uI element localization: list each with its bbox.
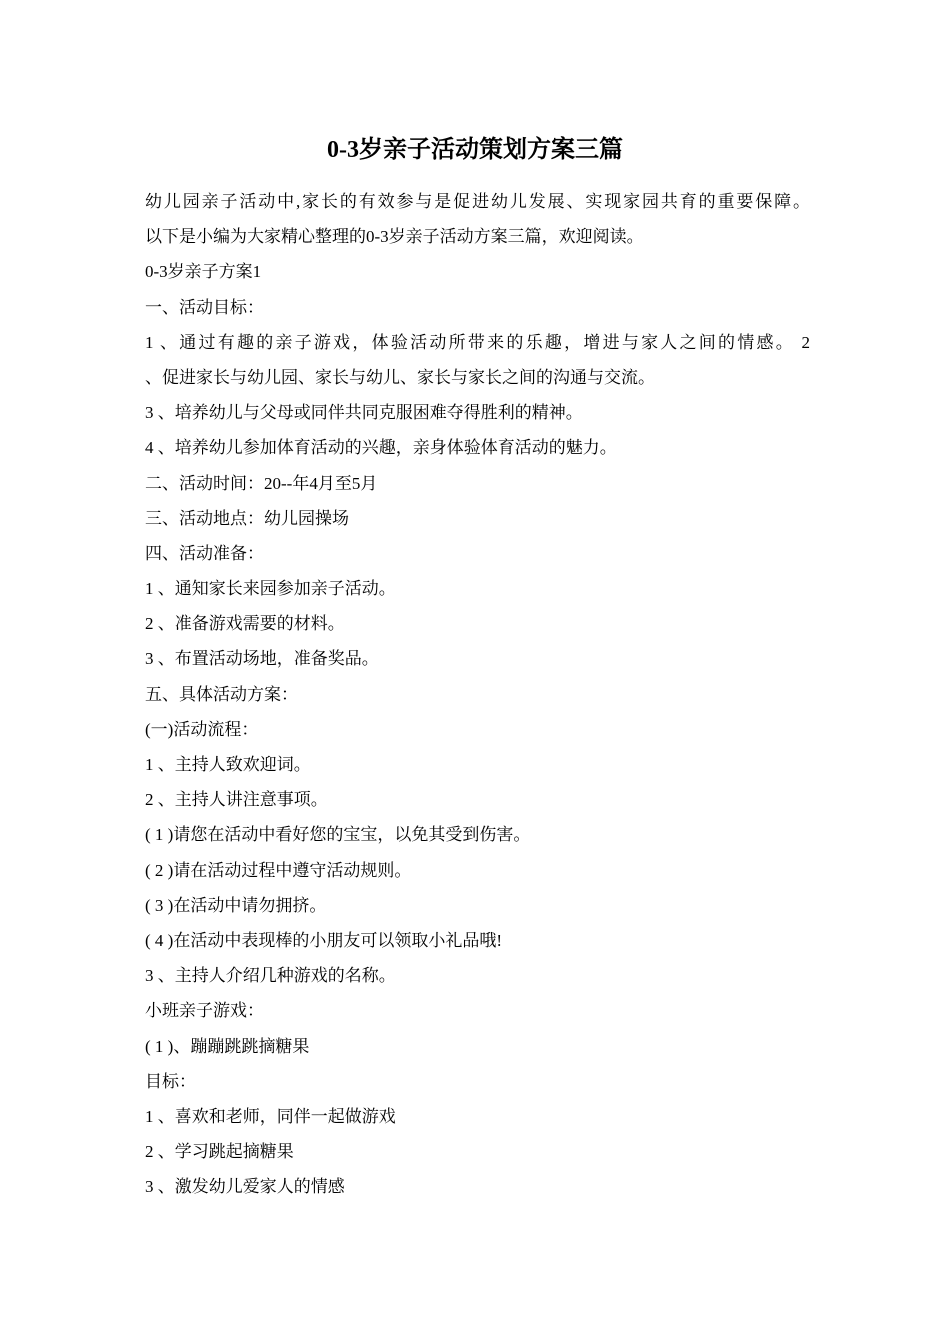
list-item: ( 1 )、蹦蹦跳跳摘糖果 [145,1036,310,1056]
subsection-heading: 目标： [145,1071,196,1091]
list-item: 、促进家长与幼儿园、家长与幼儿、家长与家长之间的沟通与交流。 [145,367,655,387]
section-heading: 三、活动地点：幼儿园操场 [145,508,349,528]
list-item: ( 3 )在活动中请勿拥挤。 [145,895,327,915]
paragraph-line: 以下是小编为大家精心整理的0-3岁亲子活动方案三篇，欢迎阅读。 [145,227,644,247]
list-item: ( 4 )在活动中表现棒的小朋友可以领取小礼品哦! [145,930,502,950]
list-item: 3 、激发幼儿爱家人的情感 [145,1177,345,1197]
list-item: 3 、布置活动场地，准备奖品。 [145,649,379,669]
list-item: 4 、培养幼儿参加体育活动的兴趣，亲身体验体育活动的魅力。 [145,438,617,458]
list-item: ( 1 )请您在活动中看好您的宝宝，以免其受到伤害。 [145,825,531,845]
list-item: ( 2 )请在活动过程中遵守活动规则。 [145,860,412,880]
list-item: 3 、培养幼儿与父母或同伴共同克服困难夺得胜利的精神。 [145,403,583,423]
section-heading: 五、具体活动方案： [145,684,298,704]
subsection-heading: (一)活动流程： [145,719,259,739]
list-item: 1 、通知家长来园参加亲子活动。 [145,579,396,599]
list-item: 2 、准备游戏需要的材料。 [145,614,345,634]
subsection-heading: 小班亲子游戏： [145,1001,264,1021]
section-heading: 0-3岁亲子方案1 [145,262,262,282]
section-heading: 二、活动时间：20--年4月至5月 [145,473,378,493]
section-heading: 四、活动准备： [145,543,264,563]
paragraph-line: 幼儿园亲子活动中,家长的有效参与是促进幼儿发展、实现家园共育的重要保障。 [145,192,810,211]
document-body [145,184,810,1204]
section-heading: 一、活动目标： [145,297,264,317]
list-item: 2 、学习跳起摘糖果 [145,1142,294,1162]
document-title: 0-3岁亲子活动策划方案三篇 [327,137,623,163]
list-item: 1 、主持人致欢迎词。 [145,755,311,774]
list-item: 3 、主持人介绍几种游戏的名称。 [145,966,396,986]
list-item: 2 、主持人讲注意事项。 [145,790,328,810]
list-item: 1 、喜欢和老师，同伴一起做游戏 [145,1106,396,1126]
list-item: 1 、通过有趣的亲子游戏，体验活动所带来的乐趣，增进与家人之间的情感。 2 [145,332,810,352]
